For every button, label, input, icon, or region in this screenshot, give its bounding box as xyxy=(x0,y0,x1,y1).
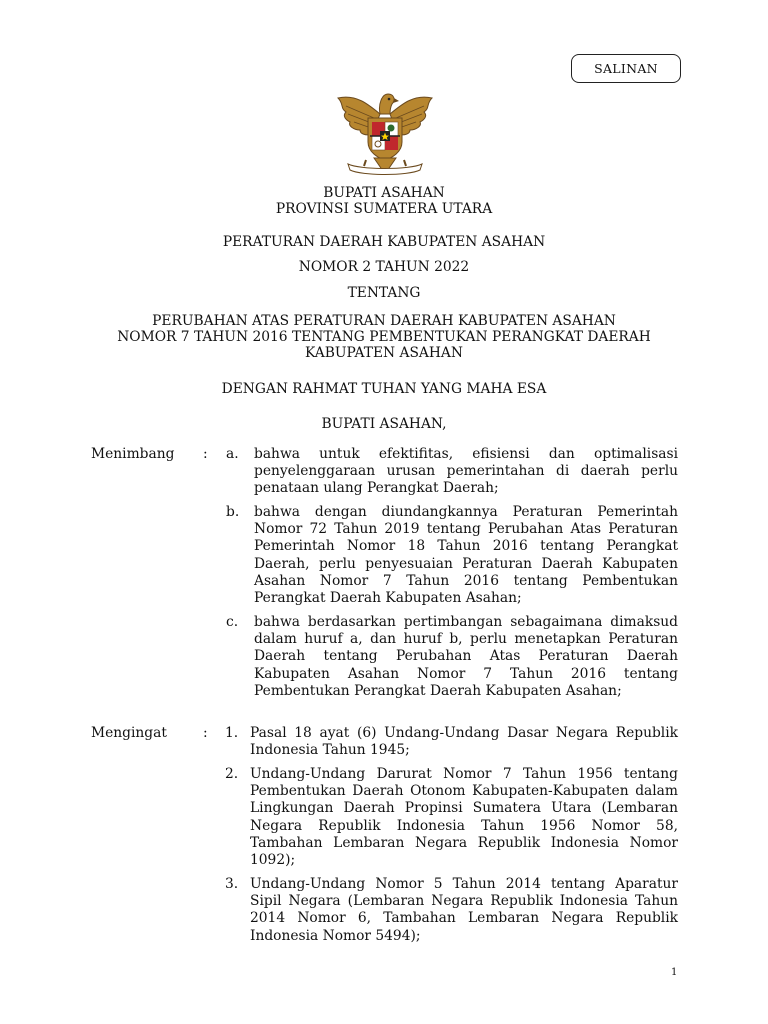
menimbang-marker-c: c. xyxy=(226,614,239,630)
title-line-2: NOMOR 7 TAHUN 2016 TENTANG PEMBENTUKAN PERANGKAT DAERAH xyxy=(117,329,651,345)
header-line-1: BUPATI ASAHAN xyxy=(323,185,445,201)
menimbang-item-a: bahwa untuk efektifitas, efisiensi dan optimalisasi penyelenggaraan urusan pemerintahan di daerah perlu penataan ulang Perangkat Daerah; xyxy=(254,446,678,497)
mengingat-marker-1: 1. xyxy=(225,725,239,741)
menimbang-marker-a: a. xyxy=(226,446,239,462)
header-line-2: PROVINSI SUMATERA UTARA xyxy=(275,201,493,217)
mengingat-colon: : xyxy=(203,725,208,741)
menimbang-item-b: bahwa dengan diundangkannya Peraturan Pemerintah Nomor 72 Tahun 2019 tentang Perubahan Atas Peraturan Pemerintah Nomor 18 Tahun 2016 tentang Perangkat Daerah, perlu penyesuaian Peraturan Daerah Kabupaten Asahan Nomor 7 Tahun 2016 tentang Pembentukan Perangkat Daerah Kabupaten Asahan; xyxy=(254,504,678,607)
menimbang-colon: : xyxy=(203,446,208,462)
regulation-number: NOMOR 2 TAHUN 2022 xyxy=(298,259,470,275)
invocation: DENGAN RAHMAT TUHAN YANG MAHA ESA xyxy=(221,381,547,397)
mengingat-item-2: Undang-Undang Darurat Nomor 7 Tahun 1956 tentang Pembentukan Daerah Otonom Kabupaten-Kabupaten dalam Lingkungan Daerah Propinsi Sumatera Utara (Lembaran Negara Republik Indonesia Tahun 1956 Nomor 58, Tambahan Lembaran Negara Republik Indonesia Nomor 1092); xyxy=(250,766,678,869)
tentang-heading: TENTANG xyxy=(347,285,421,301)
menimbang-marker-b: b. xyxy=(226,504,240,520)
mengingat-marker-3: 3. xyxy=(225,876,239,892)
mengingat-item-3: Undang-Undang Nomor 5 Tahun 2014 tentang Aparatur Sipil Negara (Lembaran Negara Republik Indonesia Tahun 2014 Nomor 6, Tambahan Lembaran Negara Republik Indonesia Nomor 5494); xyxy=(250,876,678,944)
title-line-1: PERUBAHAN ATAS PERATURAN DAERAH KABUPATEN ASAHAN xyxy=(152,313,616,329)
mengingat-marker-2: 2. xyxy=(225,766,239,782)
mengingat-item-1: Pasal 18 ayat (6) Undang-Undang Dasar Negara Republik Indonesia Tahun 1945; xyxy=(250,725,678,759)
title-line-3: KABUPATEN ASAHAN xyxy=(305,345,463,361)
authority: BUPATI ASAHAN, xyxy=(321,416,447,432)
page-number: 1 xyxy=(671,967,678,978)
regulation-name: PERATURAN DAERAH KABUPATEN ASAHAN xyxy=(222,234,546,250)
menimbang-item-c: bahwa berdasarkan pertimbangan sebagaimana dimaksud dalam huruf a, dan huruf b, perlu menetapkan Peraturan Daerah tentang Perubahan Atas Peraturan Daerah Kabupaten Asahan Nomor 7 Tahun 2016 tentang Pembentukan Perangkat Daerah Kabupaten Asahan; xyxy=(254,614,678,699)
salinan-stamp: SALINAN xyxy=(571,54,681,83)
menimbang-label: Menimbang xyxy=(91,446,175,462)
garuda-pancasila-emblem xyxy=(330,84,440,180)
mengingat-label: Mengingat xyxy=(91,725,167,741)
